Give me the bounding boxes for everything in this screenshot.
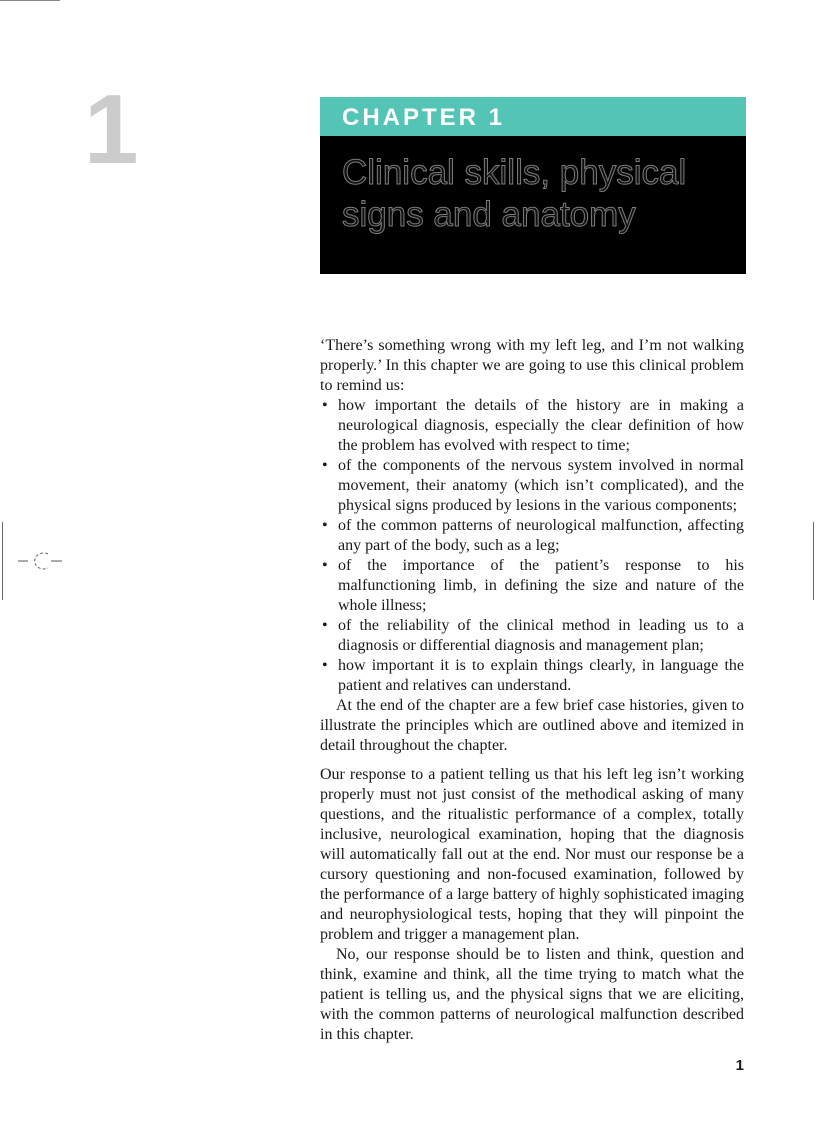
list-item: • of the reliability of the clinical method in leading us to a diagnosis or differential diagnosis and management plan; xyxy=(320,616,744,656)
intro-paragraph: ‘There’s something wrong with my left leg, and I’m not walking properly.’ In this chapter we are going to use this clinical problem to remind us: xyxy=(320,337,744,394)
list-item: • of the common patterns of neurological malfunction, affecting any part of the body, such as a leg; xyxy=(320,516,744,556)
crop-mark-right xyxy=(813,522,814,600)
closing-paragraph: At the end of the chapter are a few brief case histories, given to illustrate the principles which are outlined above and itemized in detail throughout the chapter. xyxy=(320,697,744,754)
chapter-header xyxy=(320,97,746,274)
chapter-title-box xyxy=(320,136,746,274)
body-paragraph-2: No, our response should be to listen and think, question and think, examine and think, all the time trying to match what the patient is telling us, and the physical signs that we are eliciting, with the common patterns of neurological malfunction described in this chapter. xyxy=(320,946,744,1043)
body-paragraph-1: Our response to a patient telling us that his left leg isn’t working properly must not just consist of the methodical asking of many questions, and the ritualistic performance of a complex, totally inclusive, neurological examination, hoping that the diagnosis will automatically fall out at the end. Nor must our response be a cursory questioning and non-focused examination, followed by the performance of a large battery of highly sophisticated imaging and neurophysiological tests, hoping that they will pinpoint the problem and trigger a management plan. xyxy=(320,766,744,943)
chapter-label: CHAPTER 1 xyxy=(320,97,746,136)
chapter-number: 1 xyxy=(84,74,139,184)
page-number: 1 xyxy=(735,1057,744,1074)
crop-mark-left xyxy=(2,522,3,600)
list-item: • of the importance of the patient’s response to his malfunctioning limb, in defining the size and nature of the whole illness; xyxy=(320,556,744,616)
body-section xyxy=(320,765,744,1045)
list-item: • how important it is to explain things clearly, in language the patient and relatives can understand. xyxy=(320,656,744,696)
chapter-title-line-1: Clinical skills, physical xyxy=(342,153,687,192)
crop-mark-top xyxy=(0,0,60,1)
bullet-list xyxy=(320,396,744,696)
intro-section xyxy=(320,336,744,756)
list-item: • how important the details of the history are in making a neurological diagnosis, especially the clear definition of how the problem has evolved with respect to time; xyxy=(320,396,744,456)
registration-mark-icon xyxy=(18,548,62,574)
list-item: • of the components of the nervous system involved in normal movement, their anatomy (which isn’t complicated), and the physical signs produced by lesions in the various components; xyxy=(320,456,744,516)
chapter-title xyxy=(342,152,726,236)
chapter-title-line-2: signs and anatomy xyxy=(342,195,636,234)
